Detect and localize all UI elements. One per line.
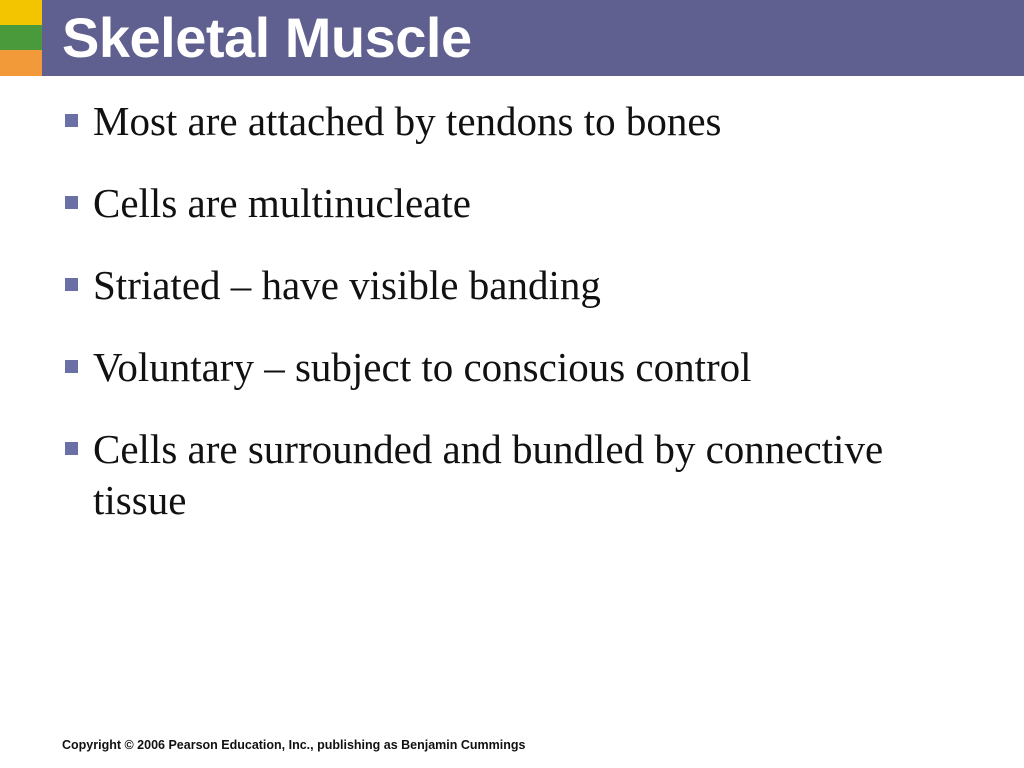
square-bullet-icon: [65, 114, 78, 127]
accent-bar-orange: [0, 50, 42, 76]
bullet-text: Voluntary – subject to conscious control: [93, 344, 752, 390]
bullet-text: Striated – have visible banding: [93, 262, 601, 308]
accent-bar-yellow: [0, 0, 42, 25]
bullet-item: [62, 178, 962, 229]
bullet-item: [62, 96, 962, 147]
accent-bar-green: [0, 25, 42, 50]
bullet-text: Cells are multinucleate: [93, 180, 471, 226]
bullet-item: [62, 342, 962, 393]
slide-title: Skeletal Muscle: [62, 6, 472, 69]
square-bullet-icon: [65, 196, 78, 209]
copyright-footer: Copyright © 2006 Pearson Education, Inc., publishing as Benjamin Cummings: [62, 738, 526, 752]
bullet-text: Most are attached by tendons to bones: [93, 98, 722, 144]
bullet-text: Cells are surrounded and bundled by connective tissue: [93, 426, 884, 523]
square-bullet-icon: [65, 442, 78, 455]
bullet-list: [62, 96, 962, 557]
bullet-item: [62, 424, 962, 526]
accent-bars: [0, 0, 42, 76]
bullet-item: [62, 260, 962, 311]
square-bullet-icon: [65, 360, 78, 373]
square-bullet-icon: [65, 278, 78, 291]
title-bar: [42, 0, 1024, 76]
